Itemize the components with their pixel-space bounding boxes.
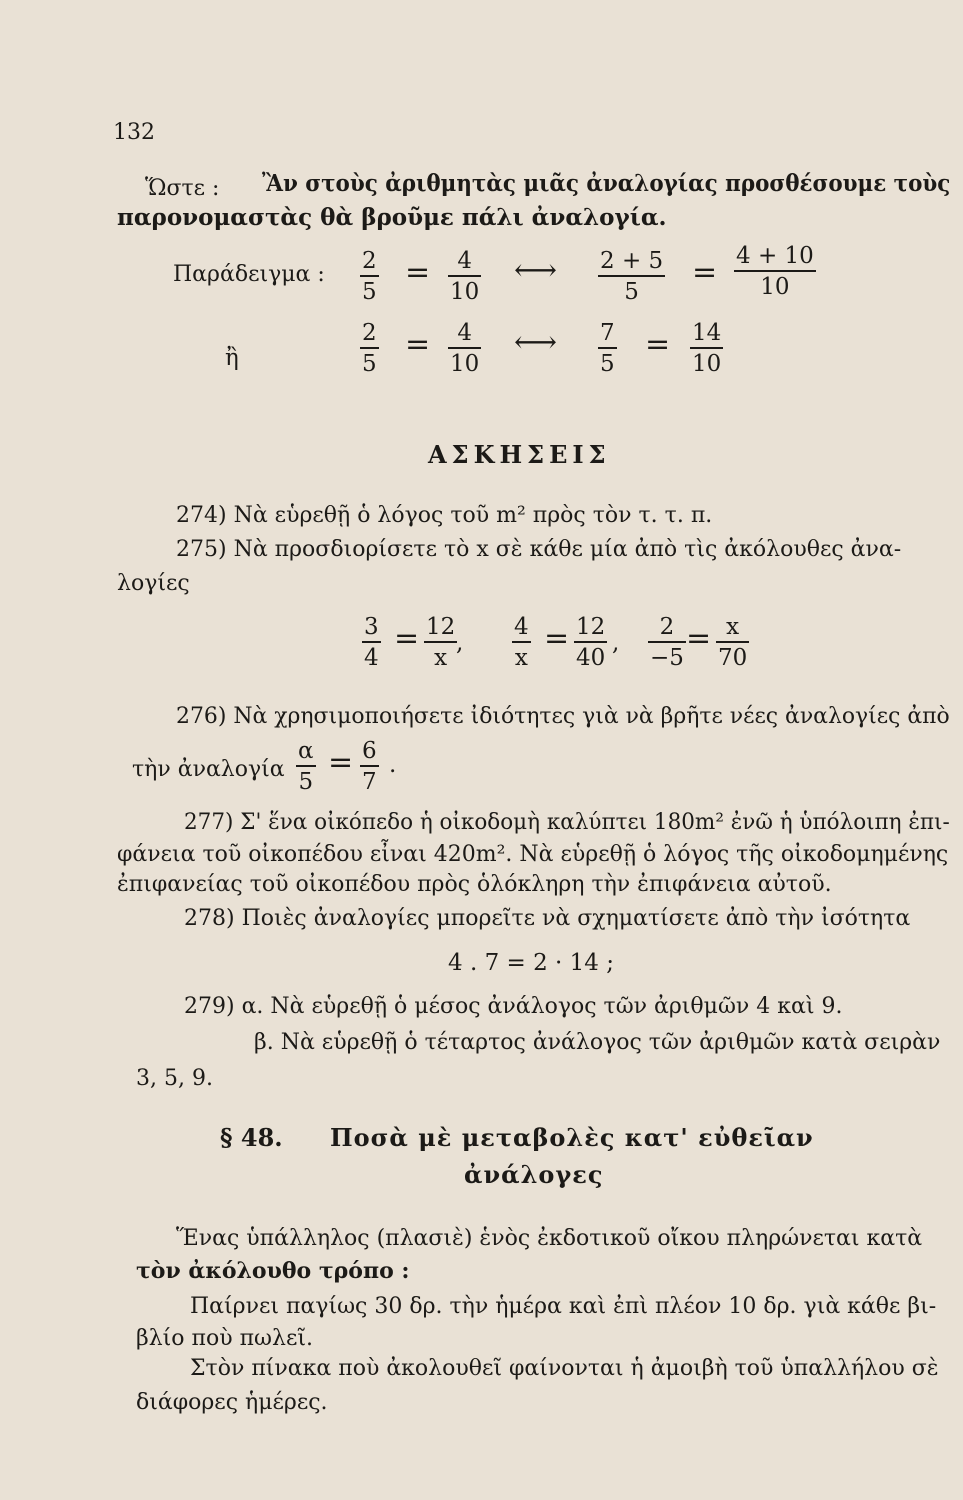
exercise-277-line3: ἐπιφανείας τοῦ οἰκοπέδου πρὸς ὁλόκληρη τὴν ἐπιφάνεια αὐτοῦ.	[117, 872, 832, 897]
page-number: 132	[113, 120, 155, 145]
body-paragraph-2-line2: βλίο ποὺ πωλεῖ.	[136, 1326, 313, 1351]
intro-rule-line1: Ἂν στοὺς ἀριθμητὰς μιᾶς ἀναλογίας προσθέσουμε τοὺς	[262, 170, 951, 197]
ex275-fraction-4: 12 40	[576, 614, 606, 671]
section-number: § 48.	[220, 1123, 283, 1152]
body-paragraph-1-line2: τὸν ἀκόλουθο τρόπο :	[136, 1258, 410, 1284]
exercise-279-line2: β. Νὰ εὑρεθῇ ὁ τέταρτος ἀνάλογος τῶν ἀριθμῶν κατὰ σειρὰν	[254, 1030, 941, 1055]
body-paragraph-3-line2: διάφορες ἡμέρες.	[136, 1390, 328, 1415]
example-or-label: ἢ	[225, 345, 239, 371]
exercise-278-line1: 278) Ποιὲς ἀναλογίες μπορεῖτε νὰ σχηματίσετε ἀπὸ τὴν ἰσότητα	[184, 906, 911, 931]
example-row2-fraction-3: 7 5	[600, 320, 615, 377]
exercise-275-line1: 275) Νὰ προσδιορίσετε τὸ x σὲ κάθε μία ἀπὸ τὶς ἀκόλουθες ἀνα-	[176, 537, 902, 562]
section-title-line2: ἀνάλογες	[464, 1160, 604, 1189]
exercise-279-line1: 279) α. Νὰ εὑρεθῇ ὁ μέσος ἀνάλογος τῶν ἀριθμῶν 4 καὶ 9.	[184, 994, 843, 1019]
example-row2-fraction-2: 4 10	[450, 320, 480, 377]
comma: ,	[456, 630, 464, 656]
comma: ,	[612, 630, 620, 656]
equals-sign: =	[405, 327, 431, 362]
exercise-275-line2: λογίες	[117, 571, 190, 596]
ex276-fraction-2: 6 7	[362, 738, 377, 795]
intro-lead: Ὥστε :	[145, 176, 220, 201]
period: .	[389, 752, 397, 778]
example-row2-fraction-4: 14 10	[692, 320, 722, 377]
exercise-278-equation: 4 . 7 = 2 · 14 ;	[448, 950, 614, 976]
ex275-fraction-2: 12 x	[426, 614, 456, 671]
equals-sign: =	[686, 621, 712, 656]
exercise-274: 274) Νὰ εὑρεθῇ ὁ λόγος τοῦ m² πρὸς τὸν τ. τ. π.	[176, 503, 713, 528]
double-arrow-icon: ⟷	[514, 253, 558, 288]
exercise-276-line2: τὴν ἀναλογία	[132, 757, 285, 782]
ex275-fraction-3: 4 x	[514, 614, 529, 671]
intro-rule-line2: παρονομαστὰς θὰ βροῦμε πάλι ἀναλογία.	[117, 204, 667, 231]
equals-sign: =	[405, 255, 431, 290]
example-row1-fraction-4: 4 + 10 10	[736, 243, 814, 300]
ex275-fraction-5: 2 −5	[650, 614, 684, 671]
body-paragraph-3-line1: Στὸν πίνακα ποὺ ἀκολουθεῖ φαίνονται ἡ ἀμοιβὴ τοῦ ὑπαλλήλου σὲ	[190, 1356, 939, 1381]
exercises-heading: ΑΣΚΗΣΕΙΣ	[428, 440, 611, 469]
exercise-276-line1: 276) Νὰ χρησιμοποιήσετε ἰδιότητες γιὰ νὰ βρῆτε νέες ἀναλογίες ἀπὸ	[176, 704, 950, 729]
equals-sign: =	[692, 255, 718, 290]
exercise-277-line1: 277) Σ' ἕνα οἰκόπεδο ἡ οἰκοδομὴ καλύπτει 180m² ἐνῶ ἡ ὑπόλοιπη ἐπι-	[184, 810, 950, 835]
ex276-fraction-1: α 5	[298, 738, 314, 795]
body-paragraph-1-line1: Ἕνας ὑπάλληλος (πλασιὲ) ἑνὸς ἐκδοτικοῦ οἴκου πληρώνεται κατὰ	[176, 1226, 923, 1251]
double-arrow-icon: ⟷	[514, 325, 558, 360]
example-row1-fraction-3: 2 + 5 5	[600, 248, 664, 305]
equals-sign: =	[645, 327, 671, 362]
equals-sign: =	[328, 745, 354, 780]
ex275-fraction-1: 3 4	[364, 614, 379, 671]
section-title-line1: Ποσὰ μὲ μεταβολὲς κατ' εὐθεῖαν	[330, 1123, 814, 1152]
exercise-279-line3: 3, 5, 9.	[136, 1066, 213, 1091]
body-paragraph-2-line1: Παίρνει παγίως 30 δρ. τὴν ἡμέρα καὶ ἐπὶ πλέον 10 δρ. γιὰ κάθε βι-	[190, 1294, 937, 1319]
equals-sign: =	[394, 621, 420, 656]
example-row1-fraction-2: 4 10	[450, 248, 480, 305]
exercise-277-line2: φάνεια τοῦ οἰκοπέδου εἶναι 420m². Νὰ εὑρεθῇ ὁ λόγος τῆς οἰκοδομημένης	[117, 842, 949, 867]
example-label: Παράδειγμα :	[173, 262, 325, 287]
example-row2-fraction-1: 2 5	[362, 320, 377, 377]
equals-sign: =	[544, 621, 570, 656]
ex275-fraction-6: x 70	[718, 614, 748, 671]
example-row1-fraction-1: 2 5	[362, 248, 377, 305]
